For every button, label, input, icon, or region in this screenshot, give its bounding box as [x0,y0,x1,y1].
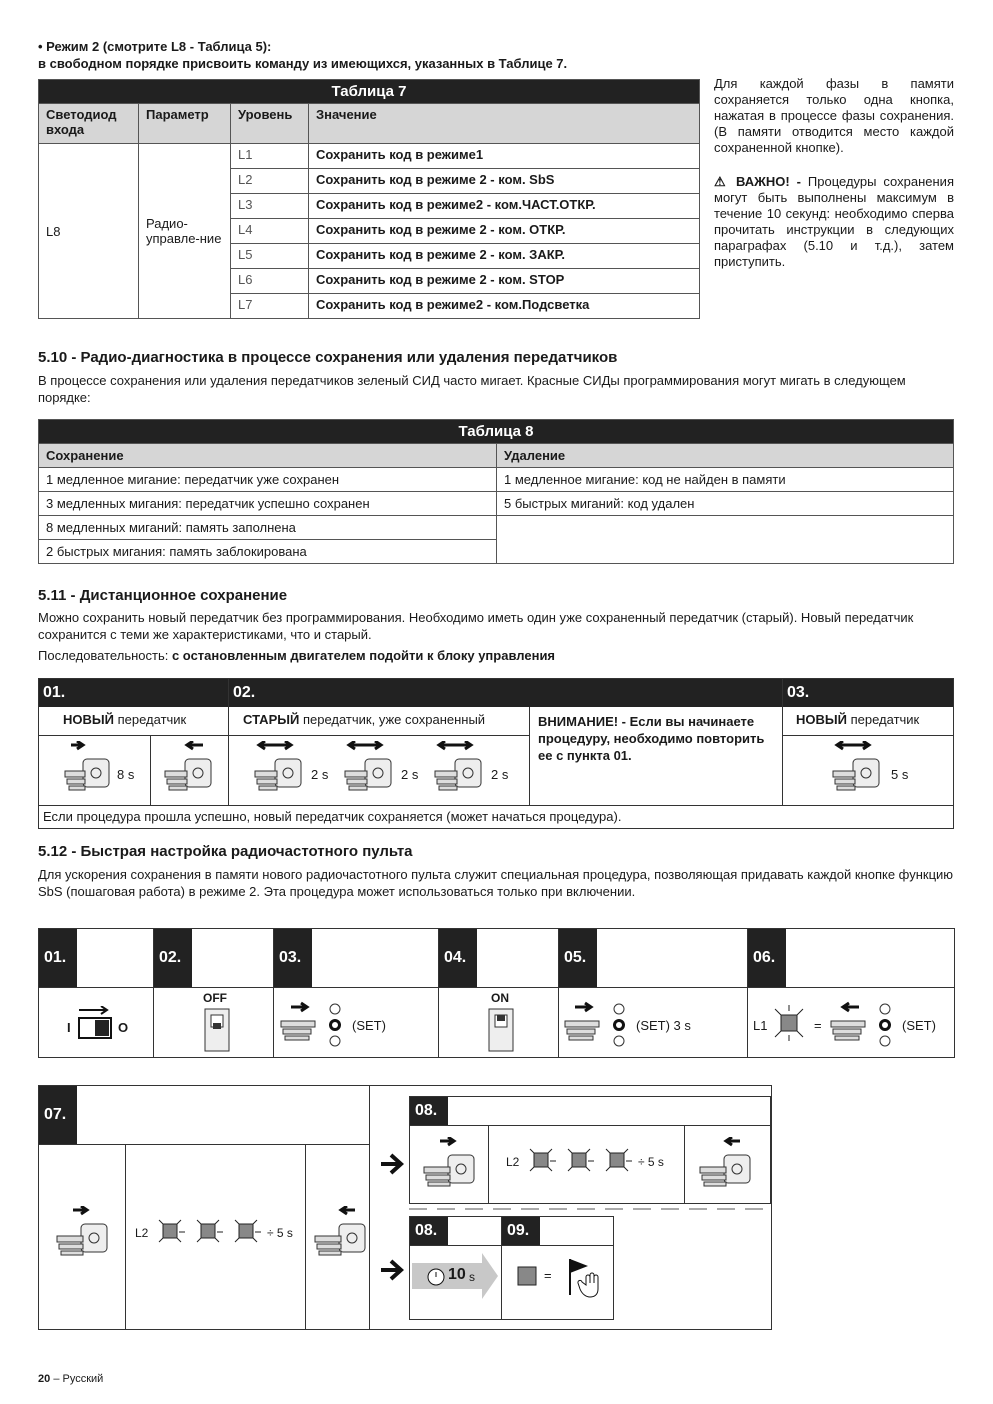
level: L6 [231,269,309,294]
set-label: (SET) [902,1018,936,1033]
off-label: OFF [203,991,227,1005]
level: L7 [231,294,309,319]
page-number: 20 [38,1373,51,1385]
transmitter-hand-icon [337,741,397,793]
section-5-12-text: Для ускорения сохранения в памяти нового радиочастотного пульта служит специальная процедура, позволяющая придавать каждой кнопке функцию SbS (пошаговая работа) в режиме 2. Эта процедура может использоваться только при включении. [38,867,954,899]
step-label: 02. [233,684,256,701]
breaker-on-icon [485,1005,519,1055]
procedure-footer: Если процедура прошла успешно, новый передатчик сохраняется (может начаться процедура). [43,809,622,824]
transmitter-hand-icon [247,741,307,793]
value: Сохранить код в режиме 2 - ком. STOP [309,269,700,294]
step-label: 09. [507,1222,530,1239]
dashed-separator [409,1206,771,1212]
th-save: Сохранение [39,444,497,468]
step-label: 03. [787,684,810,701]
step-label: 04. [444,949,467,966]
step-label: 08. [415,1222,438,1239]
transmitter-hand-icon [63,741,113,793]
table8-title: Таблица 8 [39,420,954,444]
led-off-icon [516,1265,538,1287]
warning-text: Процедуры сохранения могут быть выполнены максимум в течение 10 секунд: необходимо сперва прочитать инструкции в следующих параграфах (5.10 и т.д.), затем приступить. [714,174,954,269]
section-5-10-title: 5.10 - Радио-диагностика в процессе сохранения или удаления передатчиков [38,349,618,366]
breaker-off-icon [201,1005,235,1055]
step-label: 08. [415,1102,438,1119]
table-cell: 1 медленное мигание: передатчик уже сохранен [39,468,497,492]
transmitter-hand-icon [157,741,217,793]
transmitter-hand-icon [427,741,487,793]
step-08-09-box [409,1216,614,1320]
led-blink-icon [771,1005,807,1041]
set-button-hand-icon [279,1001,349,1049]
transmitter-hand-icon [696,1137,756,1189]
table-cell: 5 быстрых миганий: код удален [497,492,954,516]
step-08-box [409,1096,771,1204]
level: L1 [231,144,309,169]
equals-label: = [544,1268,552,1283]
step-label: 07. [44,1106,67,1123]
step-label: 05. [564,949,587,966]
table-7 [38,79,700,319]
new-tx-bold: НОВЫЙ [63,712,114,727]
time-label: 5 s [891,767,909,782]
led-l1-label: L1 [753,1018,768,1033]
level: L3 [231,194,309,219]
old-tx-bold: СТАРЫЙ [243,712,300,727]
table-8 [38,419,954,564]
transmitter-hand-icon [825,741,885,793]
led-blink-sequence-icon [157,1214,267,1248]
th-led: Светодиод входа [39,104,139,144]
timer-unit: s [469,1270,475,1284]
page-language: – Русский [53,1373,104,1385]
step-label: 06. [753,949,776,966]
warning-icon: ⚠ [714,174,729,189]
value: Сохранить код в режиме1 [309,144,700,169]
new-tx-text: передатчик [850,712,920,727]
th-level: Уровень [231,104,309,144]
finish-flag-icon [560,1253,606,1303]
transmitter-hand-icon [420,1137,480,1189]
time-label: 2 s [311,767,329,782]
switch-o-label: O [118,1020,129,1035]
procedure-quick-setup [38,928,955,1058]
switch-icon [73,1006,117,1040]
step-label: 01. [43,684,66,701]
set-button-hand-icon [829,1001,899,1049]
table-cell: 1 медленное мигание: код не найден в памяти [497,468,954,492]
section-5-11-title: 5.11 - Дистанционное сохранение [38,587,288,604]
led-blink-sequence-icon [528,1143,638,1177]
mode2-line2: в свободном порядке присвоить команду из имеющихся, указанных в Таблице 7. [38,56,568,71]
time-label: ÷ 5 s [638,1155,664,1169]
time-label: ÷ 5 s [267,1226,293,1240]
set-3s-label: (SET) 3 s [636,1018,691,1033]
table7-title: Таблица 7 [39,80,700,104]
section-5-11-text: Можно сохранить новый передатчик без программирования. Необходимо иметь один уже сохраненный передатчик (старый). Новый передатчик сохранится с теми же характеристиками, что и старый. [38,610,914,642]
transmitter-hand-icon [311,1206,371,1258]
step-label: 03. [279,949,302,966]
value: Сохранить код в режиме 2 - ком. ЗАКР. [309,244,700,269]
value: Сохранить код в режиме2 - ком.ЧАСТ.ОТКР. [309,194,700,219]
table-cell: 8 медленных миганий: память заполнена [39,516,497,540]
attention-text: ВНИМАНИЕ! - Если вы начинаете процедуру, необходимо повторить ее с пункта 01. [538,714,765,763]
value: Сохранить код в режиме 2 - ком. ОТКР. [309,219,700,244]
level: L4 [231,219,309,244]
time-label: 2 s [401,767,419,782]
old-tx-text: передатчик, уже сохраненный [302,712,486,727]
new-tx-bold: НОВЫЙ [796,712,847,727]
side-paragraph: Для каждой фазы в памяти сохраняется только одна кнопка, нажатая в процессе фазы сохранения. (В памяти отводится место каждой сохраненной кнопке). [714,76,954,155]
value: Сохранить код в режиме2 - ком.Подсветка [309,294,700,319]
warning-label: ВАЖНО! - [735,174,801,189]
sequence-text: с остановленным двигателем подойти к блоку управления [171,648,556,663]
level: L5 [231,244,309,269]
value: Сохранить код в режиме 2 - ком. SbS [309,169,700,194]
transmitter-hand-icon [53,1206,113,1258]
switch-i-label: I [67,1020,71,1035]
step-label: 02. [159,949,182,966]
step-label: 01. [44,949,67,966]
on-label: ON [491,991,509,1005]
th-param: Параметр [139,104,231,144]
next-arrow-icon [379,1152,405,1176]
time-label: 2 s [491,767,509,782]
set-button-hand-icon [563,1001,633,1049]
section-5-10-text: В процессе сохранения или удаления передатчиков зеленый СИД часто мигает. Красные СИДы программирования могут мигать в следующем порядке: [38,373,906,405]
procedure-step-07-09 [38,1085,772,1330]
led-cell: L8 [39,144,139,319]
section-5-12-title: 5.12 - Быстрая настройка радиочастотного пульта [38,843,413,860]
time-label: 8 s [117,767,135,782]
next-arrow-icon [379,1258,405,1282]
level: L2 [231,169,309,194]
mode2-line1: • Режим 2 (смотрите L8 - Таблица 5): [38,39,272,54]
sequence-label: Последовательность: [38,648,169,663]
led-l2-label: L2 [506,1155,520,1169]
procedure-remote-save [38,678,954,829]
table-cell: 3 медленных мигания: передатчик успешно сохранен [39,492,497,516]
th-value: Значение [309,104,700,144]
th-delete: Удаление [497,444,954,468]
equals-label: = [814,1018,822,1033]
param-cell: Радио-управле-ние [139,144,231,319]
table-cell: 2 быстрых мигания: память заблокирована [39,540,497,564]
new-tx-text: передатчик [117,712,187,727]
table-cell-empty [497,516,954,564]
timer-value: 10 [448,1266,466,1283]
set-label: (SET) [352,1018,386,1033]
led-l2-label: L2 [135,1226,149,1240]
